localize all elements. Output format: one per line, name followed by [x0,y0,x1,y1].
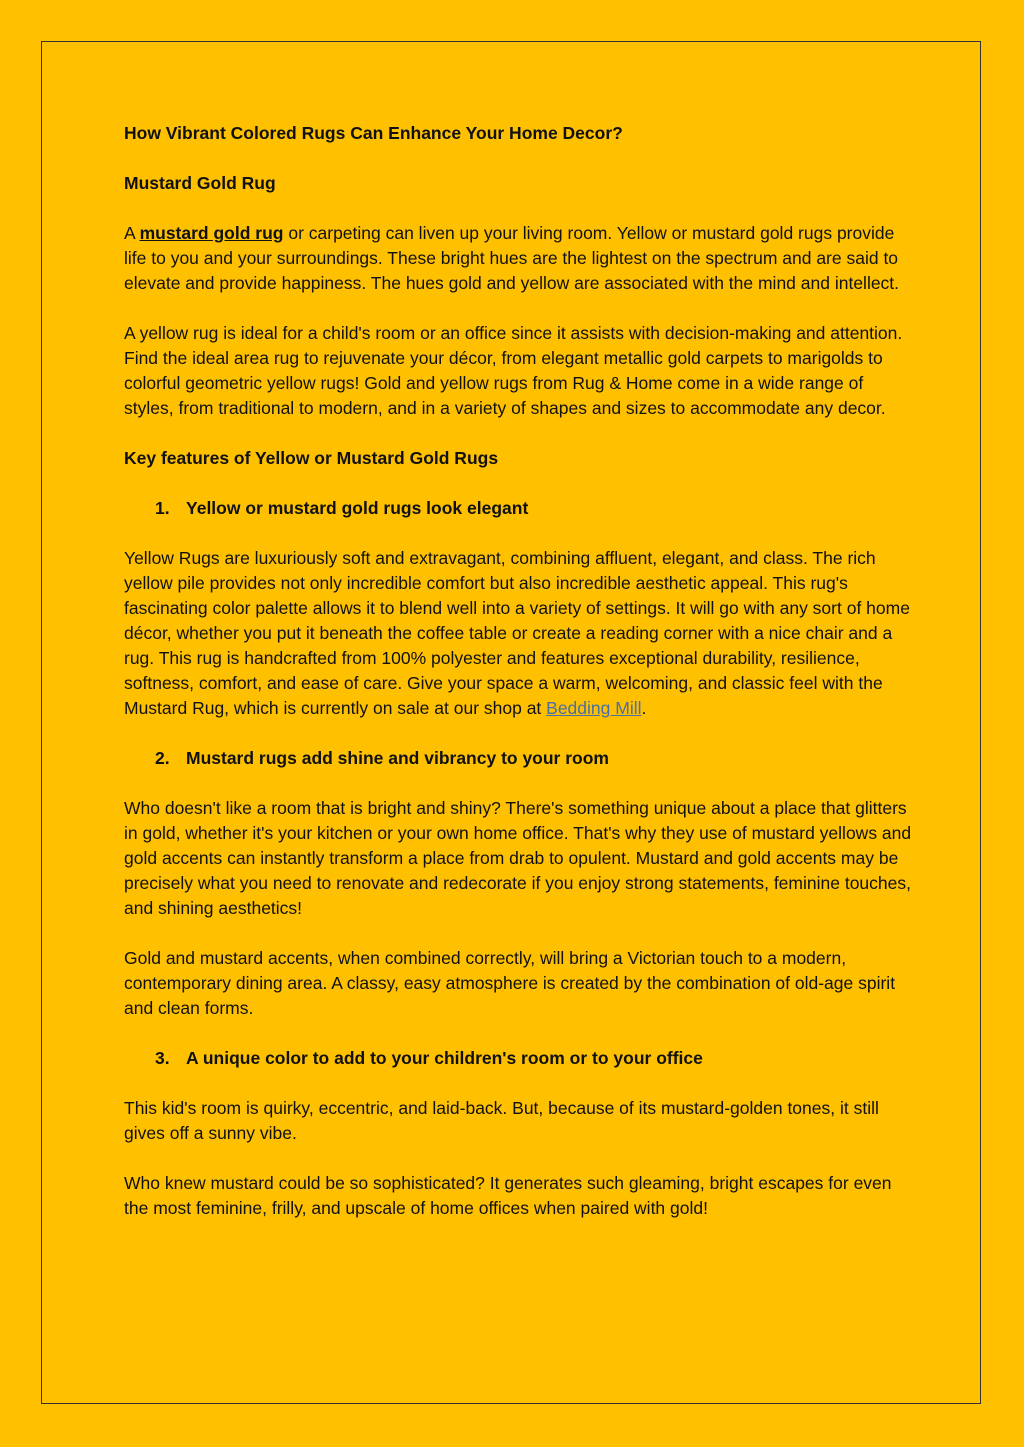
list-heading-text: A unique color to add to your children's room or to your office [186,1048,703,1068]
item-1-body-end: . [641,698,647,718]
list-number: 1. [155,498,170,518]
item-1-paragraph [124,546,914,721]
list-heading-text: Mustard rugs add shine and vibrancy to your room [186,748,609,768]
list-number: 2. [155,748,170,768]
list-heading-text: Yellow or mustard gold rugs look elegant [186,498,529,518]
intro-suffix: or carpeting can liven up your living room. Yellow or mustard gold rugs provide life to you and your surroundings. These bright hues are the lightest on the spectrum and are said to elevate and provide happiness. The hues gold and yellow are associated with the mind and intellect. [124,223,900,293]
list-number: 3. [155,1048,170,1068]
features-heading: Key features of Yellow or Mustard Gold Rugs [124,448,499,468]
intro-paragraph [124,221,914,296]
document-body [124,121,914,1221]
second-paragraph: A yellow rug is ideal for a child's room or an office since it assists with decision-making and attention. Find the ideal area rug to rejuvenate your décor, from elegant metallic gold carpets to marigolds to colorful geometric yellow rugs! Gold and yellow rugs from Rug & Home come in a wide range of styles, from traditional to modern, and in a variety of shapes and sizes to accommodate any decor. [124,323,903,418]
bedding-mill-link[interactable]: Bedding Mill [546,698,642,718]
document-title: How Vibrant Colored Rugs Can Enhance Your Home Decor? [124,123,623,143]
item-3-paragraph-1: This kid's room is quirky, eccentric, and laid-back. But, because of its mustard-golden tones, it still gives off a sunny vibe. [124,1098,879,1143]
intro-prefix: A [124,223,140,243]
list-item-heading [124,746,914,771]
mustard-gold-rug-link[interactable]: mustard gold rug [139,223,284,243]
section-title: Mustard Gold Rug [124,173,276,193]
item-3-paragraph-2: Who knew mustard could be so sophisticated? It generates such gleaming, bright escapes for even the most feminine, frilly, and upscale of home offices when paired with gold! [124,1173,892,1218]
item-1-body: Yellow Rugs are luxuriously soft and extravagant, combining affluent, elegant, and class. The rich yellow pile provides not only incredible comfort but also incredible aesthetic appeal. This rug's fascinating color palette allows it to blend well into a variety of settings. It will go with any sort of home décor, whether you put it beneath the coffee table or create a reading corner with a nice chair and a rug. This rug is handcrafted from 100% polyester and features exceptional durability, resilience, softness, comfort, and ease of care. Give your space a warm, welcoming, and classic feel with the Mustard Rug, which is currently on sale at our shop at [124,548,910,718]
item-2-paragraph-1: Who doesn't like a room that is bright and shiny? There's something unique about a place that glitters in gold, whether it's your kitchen or your own home office. That's why they use of mustard yellows and gold accents can instantly transform a place from drab to opulent. Mustard and gold accents may be precisely what you need to renovate and redecorate if you enjoy strong statements, feminine touches, and shining aesthetics! [124,798,912,918]
list-item-heading [124,496,914,521]
item-2-paragraph-2: Gold and mustard accents, when combined correctly, will bring a Victorian touch to a modern, contemporary dining area. A classy, easy atmosphere is created by the combination of old-age spirit and clean forms. [124,948,896,1018]
list-item-heading [124,1046,914,1071]
